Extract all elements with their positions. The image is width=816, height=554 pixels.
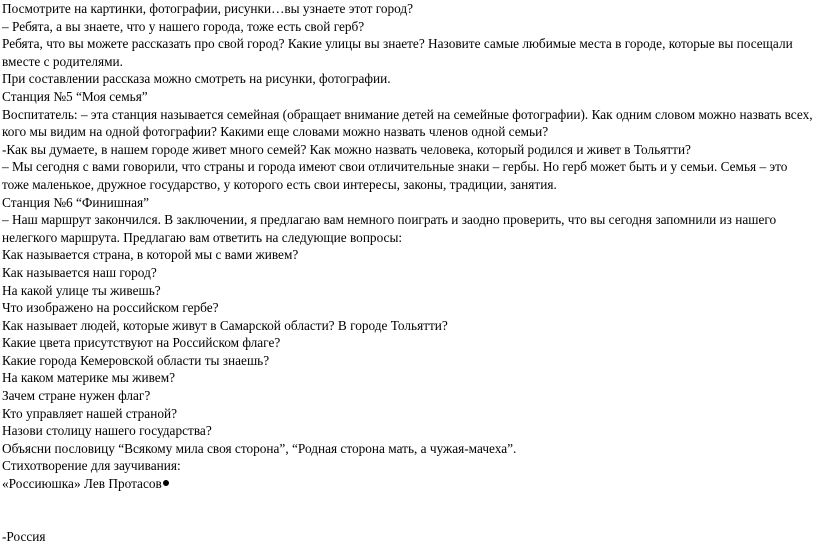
poem-title-line (2, 475, 814, 493)
question-line: Какие города Кемеровской области ты знаешь? (2, 352, 270, 368)
text-line: Стихотворение для заучивания: (2, 458, 181, 474)
question-line: На каком материке мы живем? (2, 370, 176, 386)
text-line: Ребята, что вы можете рассказать про свой город? Какие улицы вы знаете? Назовите самые любимые места в городе, которые вы посещали вместе с родителями. (2, 36, 793, 69)
text-line: – Наш маршрут закончился. В заключении, я предлагаю вам немного поиграть и заодно проверить, что вы сегодня запомнили из нашего нелегкого маршрута. Предлагаю вам ответить на следующие вопросы: (2, 212, 777, 245)
question-line: Какие цвета присутствуют на Российском флаге? (2, 335, 281, 351)
question-line: Зачем стране нужен флаг? (2, 388, 151, 404)
text-line: – Мы сегодня с вами говорили, что страны и города имеют свои отличительные знаки – гербы. Но герб может быть и у семьи. Семья – это тоже маленькое, дружное государство, у которого есть свои интересы, законы, традиции, занятия. (2, 159, 788, 192)
text-line: Воспитатель: – эта станция называется семейная (обращает внимание детей на семейные фотографии). Как одним словом можно назвать всех, кого мы видим на одной фотографии? Какими еще словами можно назвать членов одной семьи? (2, 106, 813, 140)
text-line: Объясни пословицу “Всякому мила своя сторона”, “Родная сторона мать, а чужая-мачеха”. (2, 440, 517, 456)
poem-title: «Россиюшка» Лев Протасов (2, 476, 162, 492)
text-line: – Ребята, а вы знаете, что у нашего города, тоже есть свой герб? (2, 18, 365, 34)
text-line: -Россия (2, 528, 46, 544)
station-heading: Станция №5 “Моя семья” (2, 88, 148, 104)
question-line: Кто управляет нашей страной? (2, 405, 177, 421)
question-line: Что изображено на российском гербе? (2, 300, 219, 316)
bullet-icon (163, 480, 169, 486)
question-line: Как называется наш город? (2, 264, 157, 280)
question-line: На какой улице ты живешь? (2, 282, 161, 298)
document-page (2, 0, 814, 545)
text-line: -Как вы думаете, в нашем городе живет много семей? Как можно назвать человека, который родился и живет в Тольятти? (2, 141, 691, 157)
text-line: Посмотрите на картинки, фотографии, рисунки…вы узнаете этот город? (2, 1, 414, 16)
text-line: При составлении рассказа можно смотреть на рисунки, фотографии. (2, 71, 391, 87)
question-line: Назови столицу нашего государства? (2, 423, 212, 439)
station-heading: Станция №6 “Финишная” (2, 194, 150, 210)
question-line: Как называет людей, которые живут в Самарской области? В городе Тольятти? (2, 317, 448, 333)
question-line: Как называется страна, в которой мы с вами живем? (2, 247, 299, 263)
blank-space (2, 493, 814, 528)
